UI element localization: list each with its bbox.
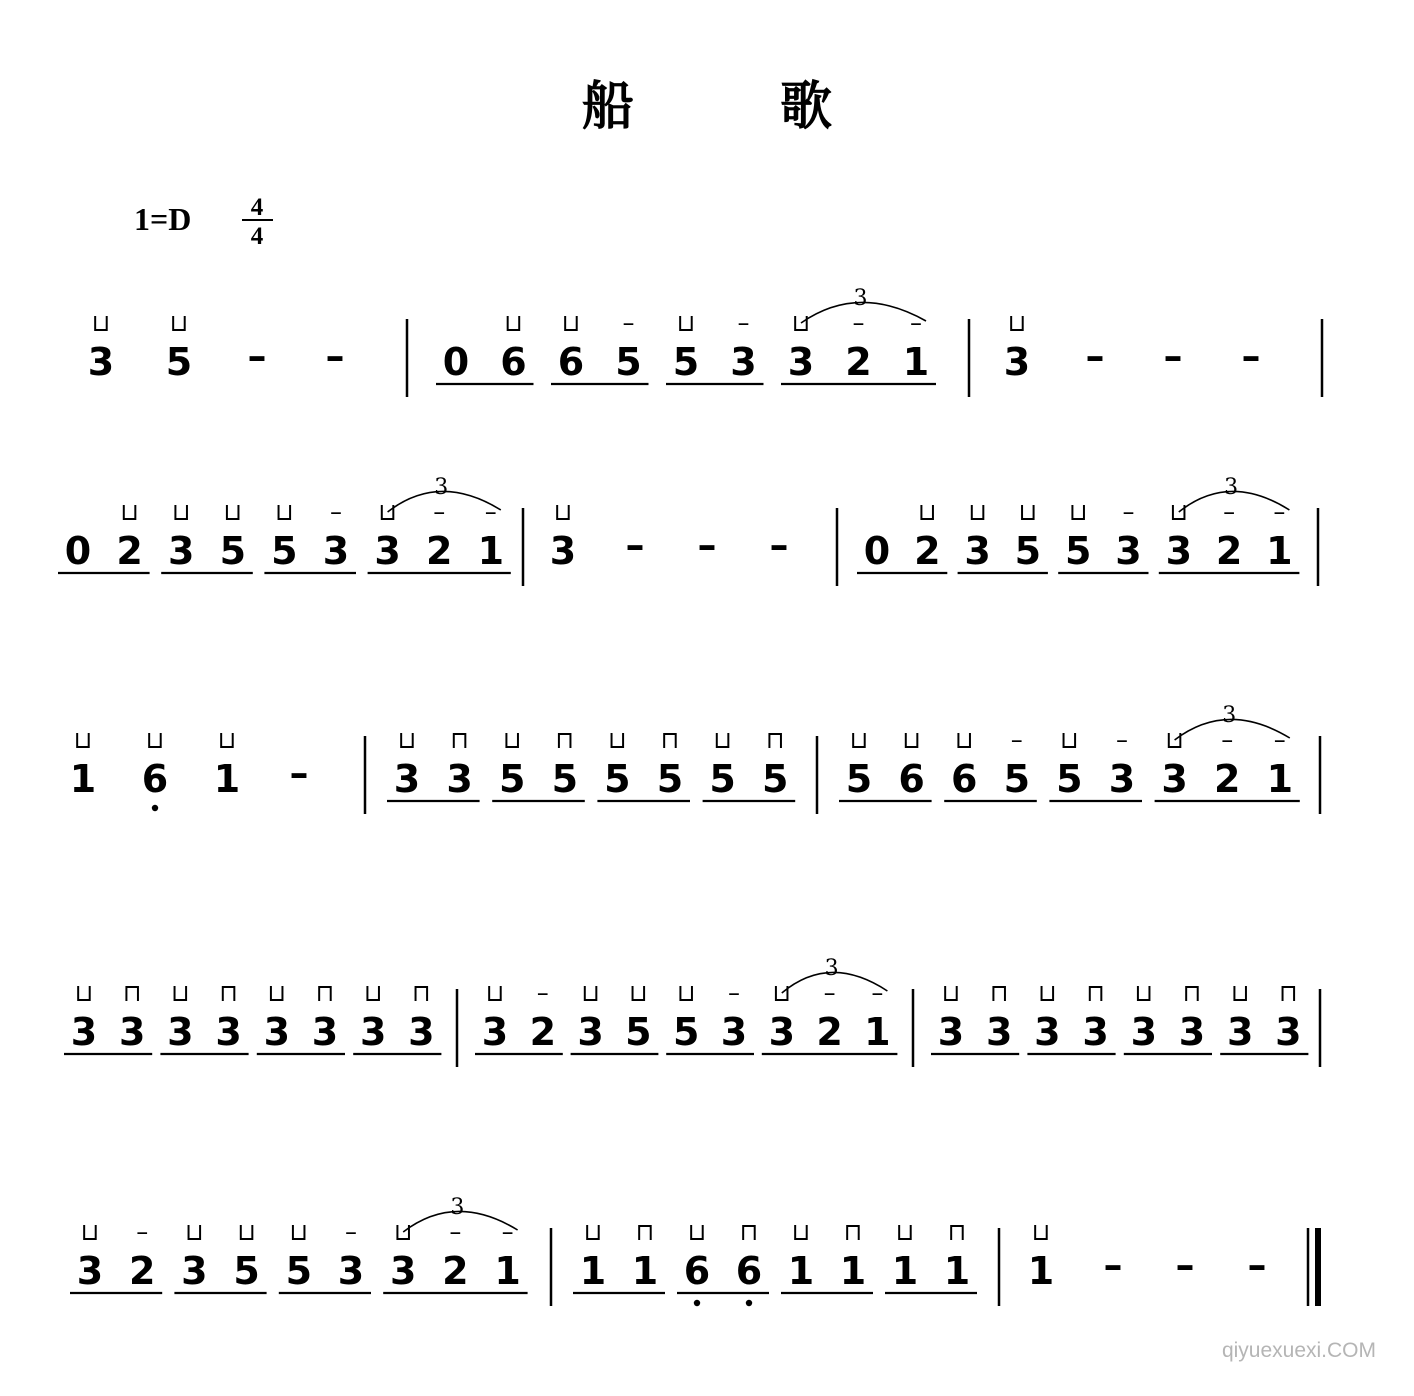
up-bow-mark: ⊓ bbox=[122, 979, 142, 1007]
note-digit: 1 bbox=[69, 757, 97, 801]
note-digit: 3 bbox=[322, 529, 350, 573]
note-digit: 5 bbox=[625, 1010, 652, 1054]
down-bow-mark: ⊔ bbox=[1038, 979, 1057, 1007]
note-digit: 3 bbox=[446, 757, 473, 801]
slur-dash-mark: – bbox=[1122, 498, 1135, 526]
down-bow-mark: ⊔ bbox=[941, 979, 961, 1007]
note-digit: 3 bbox=[937, 1010, 965, 1054]
down-bow-mark: ⊔ bbox=[185, 1218, 204, 1246]
down-bow-mark: ⊔ bbox=[1134, 979, 1154, 1007]
note-digit: 6 bbox=[683, 1249, 711, 1293]
up-bow-mark: ⊓ bbox=[450, 726, 469, 754]
low-octave-dot bbox=[152, 805, 158, 811]
down-bow-mark: ⊔ bbox=[1007, 309, 1027, 337]
note-digit: 2 bbox=[845, 340, 872, 384]
slur-dash-mark: – bbox=[871, 979, 884, 1007]
up-bow-mark: ⊓ bbox=[660, 726, 680, 754]
note-digit: 3 bbox=[393, 757, 421, 801]
note-digit: 3 bbox=[985, 1010, 1013, 1054]
note-digit: 3 bbox=[1082, 1010, 1109, 1054]
down-bow-mark: ⊔ bbox=[791, 309, 811, 337]
note-digit: 5 bbox=[761, 757, 789, 801]
sustain-dash: – bbox=[325, 334, 345, 378]
slur-dash-mark: – bbox=[910, 309, 922, 337]
note-digit: 2 bbox=[425, 529, 453, 573]
note-digit: 3 bbox=[70, 1010, 98, 1054]
note-digit: 3 bbox=[389, 1249, 417, 1293]
down-bow-mark: ⊔ bbox=[561, 309, 581, 337]
note-digit: 2 bbox=[1213, 757, 1241, 801]
down-bow-mark: ⊔ bbox=[1165, 726, 1184, 754]
note-digit: 2 bbox=[1215, 529, 1243, 573]
note-digit: 2 bbox=[914, 529, 941, 573]
note-digit: 5 bbox=[709, 757, 736, 801]
sustain-dash: – bbox=[1247, 1243, 1267, 1287]
key-signature: 1=D bbox=[134, 201, 192, 237]
down-bow-mark: ⊔ bbox=[169, 309, 189, 337]
slur-dash-mark: – bbox=[852, 309, 865, 337]
note-digit: 0 bbox=[863, 529, 891, 573]
sustain-dash: – bbox=[625, 523, 645, 567]
note-digit: 3 bbox=[964, 529, 991, 573]
sustain-dash: – bbox=[1103, 1243, 1123, 1287]
note-digit: 5 bbox=[1014, 529, 1042, 573]
note-digit: 2 bbox=[128, 1249, 156, 1293]
slur-dash-mark: – bbox=[823, 979, 836, 1007]
note-digit: 1 bbox=[579, 1249, 607, 1293]
triplet-label: 3 bbox=[853, 286, 868, 311]
note-digit: 2 bbox=[116, 529, 143, 573]
down-bow-mark: ⊔ bbox=[902, 726, 921, 754]
note-digit: 3 bbox=[1034, 1010, 1061, 1054]
note-digit: 3 bbox=[408, 1010, 435, 1054]
note-digit: 3 bbox=[359, 1010, 387, 1054]
up-bow-mark: ⊓ bbox=[947, 1218, 967, 1246]
down-bow-mark: ⊔ bbox=[629, 979, 648, 1007]
note-digit: 5 bbox=[271, 529, 298, 573]
sustain-dash: – bbox=[697, 523, 717, 567]
down-bow-mark: ⊔ bbox=[397, 726, 417, 754]
note-digit: 1 bbox=[494, 1249, 521, 1293]
note-digit: 3 bbox=[311, 1010, 339, 1054]
note-digit: 3 bbox=[1161, 757, 1188, 801]
note-digit: 3 bbox=[549, 529, 577, 573]
note-digit: 2 bbox=[816, 1010, 843, 1054]
title-char-2: 歌 bbox=[779, 76, 833, 137]
note-digit: 5 bbox=[498, 757, 526, 801]
note-digit: 0 bbox=[64, 529, 92, 573]
down-bow-mark: ⊔ bbox=[237, 1218, 256, 1246]
triplet-label: 3 bbox=[1222, 703, 1237, 728]
up-bow-mark: ⊓ bbox=[315, 979, 335, 1007]
note-digit: 3 bbox=[577, 1010, 604, 1054]
note-digit: 5 bbox=[672, 340, 700, 384]
down-bow-mark: ⊔ bbox=[267, 979, 287, 1007]
note-digit: 5 bbox=[1064, 529, 1092, 573]
note-digit: 5 bbox=[285, 1249, 313, 1293]
triplet-label: 3 bbox=[450, 1195, 465, 1220]
slur-dash-mark: – bbox=[1116, 726, 1128, 754]
sustain-dash: – bbox=[1175, 1243, 1195, 1287]
down-bow-mark: ⊔ bbox=[223, 498, 243, 526]
triplet-label: 3 bbox=[1224, 475, 1239, 500]
note-digit: 0 bbox=[442, 340, 470, 384]
down-bow-mark: ⊔ bbox=[363, 979, 383, 1007]
down-bow-mark: ⊔ bbox=[74, 979, 94, 1007]
up-bow-mark: ⊓ bbox=[555, 726, 575, 754]
notation-systems bbox=[58, 286, 1322, 1306]
note-digit: 3 bbox=[1275, 1010, 1302, 1054]
slur-dash-mark: – bbox=[536, 979, 549, 1007]
note-digit: 1 bbox=[477, 529, 505, 573]
note-digit: 5 bbox=[845, 757, 873, 801]
note-digit: 1 bbox=[1027, 1249, 1055, 1293]
note-digit: 1 bbox=[891, 1249, 919, 1293]
slur-dash-mark: – bbox=[1273, 498, 1286, 526]
note-digit: 2 bbox=[529, 1010, 557, 1054]
low-octave-dot bbox=[694, 1300, 700, 1306]
note-digit: 2 bbox=[442, 1249, 469, 1293]
note-digit: 6 bbox=[735, 1249, 763, 1293]
note-digit: 3 bbox=[1108, 757, 1136, 801]
time-signature-bottom: 4 bbox=[250, 223, 264, 250]
down-bow-mark: ⊔ bbox=[791, 1218, 811, 1246]
down-bow-mark: ⊔ bbox=[583, 1218, 603, 1246]
down-bow-mark: ⊔ bbox=[1230, 979, 1250, 1007]
down-bow-mark: ⊔ bbox=[1031, 1218, 1051, 1246]
sustain-dash: – bbox=[247, 334, 267, 378]
note-digit: 1 bbox=[213, 757, 241, 801]
note-digit: 3 bbox=[481, 1010, 509, 1054]
slur-dash-mark: – bbox=[622, 309, 635, 337]
down-bow-mark: ⊔ bbox=[80, 1218, 100, 1246]
down-bow-mark: ⊔ bbox=[687, 1218, 707, 1246]
note-digit: 3 bbox=[215, 1010, 242, 1054]
slur-dash-mark: – bbox=[1273, 726, 1286, 754]
down-bow-mark: ⊔ bbox=[968, 498, 987, 526]
note-digit: 3 bbox=[1115, 529, 1142, 573]
down-bow-mark: ⊔ bbox=[73, 726, 93, 754]
up-bow-mark: ⊓ bbox=[843, 1218, 863, 1246]
note-digit: 3 bbox=[263, 1010, 291, 1054]
down-bow-mark: ⊔ bbox=[608, 726, 627, 754]
down-bow-mark: ⊔ bbox=[676, 979, 696, 1007]
up-bow-mark: ⊓ bbox=[1279, 979, 1298, 1007]
note-digit: 3 bbox=[167, 1010, 194, 1054]
slur-dash-mark: – bbox=[330, 498, 342, 526]
slur-dash-mark: – bbox=[1223, 498, 1236, 526]
note-digit: 3 bbox=[87, 340, 115, 384]
note-digit: 5 bbox=[1003, 757, 1031, 801]
slur-dash-mark: – bbox=[501, 1218, 514, 1246]
note-digit: 5 bbox=[672, 1010, 700, 1054]
note-digit: 3 bbox=[76, 1249, 104, 1293]
slur-dash-mark: – bbox=[449, 1218, 462, 1246]
triplet-label: 3 bbox=[824, 956, 839, 981]
note-digit: 3 bbox=[1003, 340, 1031, 384]
note-digit: 6 bbox=[950, 757, 978, 801]
note-digit: 3 bbox=[1165, 529, 1193, 573]
note-digit: 1 bbox=[839, 1249, 867, 1293]
note-digit: 6 bbox=[898, 757, 925, 801]
note-digit: 5 bbox=[604, 757, 631, 801]
down-bow-mark: ⊔ bbox=[145, 726, 165, 754]
note-digit: 5 bbox=[656, 757, 684, 801]
down-bow-mark: ⊔ bbox=[917, 498, 937, 526]
time-signature-top: 4 bbox=[250, 194, 264, 221]
note-digit: 5 bbox=[233, 1249, 260, 1293]
down-bow-mark: ⊔ bbox=[378, 498, 397, 526]
slur-dash-mark: – bbox=[484, 498, 497, 526]
note-digit: 5 bbox=[615, 340, 642, 384]
up-bow-mark: ⊓ bbox=[635, 1218, 655, 1246]
note-digit: 5 bbox=[165, 340, 193, 384]
note-digit: 1 bbox=[902, 340, 930, 384]
title-char-1: 船 bbox=[581, 76, 635, 137]
down-bow-mark: ⊔ bbox=[171, 979, 190, 1007]
down-bow-mark: ⊔ bbox=[502, 726, 522, 754]
sustain-dash: – bbox=[769, 523, 789, 567]
note-digit: 3 bbox=[720, 1010, 748, 1054]
sustain-dash: – bbox=[1085, 334, 1105, 378]
down-bow-mark: ⊔ bbox=[954, 726, 974, 754]
note-digit: 1 bbox=[1266, 529, 1293, 573]
down-bow-mark: ⊔ bbox=[772, 979, 792, 1007]
up-bow-mark: ⊓ bbox=[739, 1218, 759, 1246]
up-bow-mark: ⊓ bbox=[765, 726, 785, 754]
down-bow-mark: ⊔ bbox=[553, 498, 573, 526]
note-digit: 3 bbox=[787, 340, 815, 384]
note-digit: 3 bbox=[374, 529, 401, 573]
down-bow-mark: ⊔ bbox=[1060, 726, 1079, 754]
down-bow-mark: ⊔ bbox=[393, 1218, 413, 1246]
low-octave-dot bbox=[746, 1300, 752, 1306]
note-digit: 3 bbox=[730, 340, 757, 384]
slur-dash-mark: – bbox=[136, 1218, 149, 1246]
site-watermark: qiyuexuexi.COM bbox=[1221, 1339, 1376, 1362]
down-bow-mark: ⊔ bbox=[895, 1218, 915, 1246]
note-digit: 3 bbox=[768, 1010, 796, 1054]
up-bow-mark: ⊓ bbox=[989, 979, 1009, 1007]
down-bow-mark: ⊔ bbox=[1068, 498, 1088, 526]
down-bow-mark: ⊔ bbox=[217, 726, 237, 754]
note-digit: 1 bbox=[787, 1249, 815, 1293]
down-bow-mark: ⊔ bbox=[275, 498, 294, 526]
slur-dash-mark: – bbox=[433, 498, 446, 526]
triplet-label: 3 bbox=[434, 475, 449, 500]
note-digit: 5 bbox=[1056, 757, 1083, 801]
note-digit: 1 bbox=[864, 1010, 891, 1054]
note-digit: 3 bbox=[1130, 1010, 1158, 1054]
up-bow-mark: ⊓ bbox=[1182, 979, 1202, 1007]
note-digit: 5 bbox=[219, 529, 247, 573]
note-digit: 3 bbox=[1178, 1010, 1206, 1054]
down-bow-mark: ⊔ bbox=[120, 498, 139, 526]
note-digit: 6 bbox=[557, 340, 585, 384]
note-digit: 1 bbox=[1266, 757, 1294, 801]
note-digit: 1 bbox=[943, 1249, 971, 1293]
up-bow-mark: ⊓ bbox=[219, 979, 238, 1007]
note-digit: 3 bbox=[1226, 1010, 1254, 1054]
slur-dash-mark: – bbox=[1221, 726, 1234, 754]
note-digit: 3 bbox=[118, 1010, 146, 1054]
down-bow-mark: ⊔ bbox=[91, 309, 111, 337]
down-bow-mark: ⊔ bbox=[581, 979, 600, 1007]
slur-dash-mark: – bbox=[345, 1218, 357, 1246]
note-digit: 3 bbox=[167, 529, 195, 573]
down-bow-mark: ⊔ bbox=[713, 726, 732, 754]
sustain-dash: – bbox=[289, 751, 309, 795]
down-bow-mark: ⊔ bbox=[289, 1218, 309, 1246]
slur-dash-mark: – bbox=[728, 979, 740, 1007]
down-bow-mark: ⊔ bbox=[171, 498, 191, 526]
note-digit: 5 bbox=[551, 757, 579, 801]
note-digit: 3 bbox=[181, 1249, 208, 1293]
note-digit: 6 bbox=[500, 340, 527, 384]
up-bow-mark: ⊓ bbox=[412, 979, 431, 1007]
note-digit: 6 bbox=[141, 757, 169, 801]
up-bow-mark: ⊓ bbox=[1086, 979, 1105, 1007]
note-digit: 3 bbox=[337, 1249, 365, 1293]
sustain-dash: – bbox=[1241, 334, 1261, 378]
sustain-dash: – bbox=[1163, 334, 1183, 378]
slur-dash-mark: – bbox=[737, 309, 750, 337]
slur-dash-mark: – bbox=[1010, 726, 1023, 754]
down-bow-mark: ⊔ bbox=[676, 309, 696, 337]
down-bow-mark: ⊔ bbox=[849, 726, 869, 754]
down-bow-mark: ⊔ bbox=[504, 309, 523, 337]
down-bow-mark: ⊔ bbox=[485, 979, 505, 1007]
down-bow-mark: ⊔ bbox=[1169, 498, 1189, 526]
down-bow-mark: ⊔ bbox=[1018, 498, 1038, 526]
note-digit: 1 bbox=[631, 1249, 659, 1293]
